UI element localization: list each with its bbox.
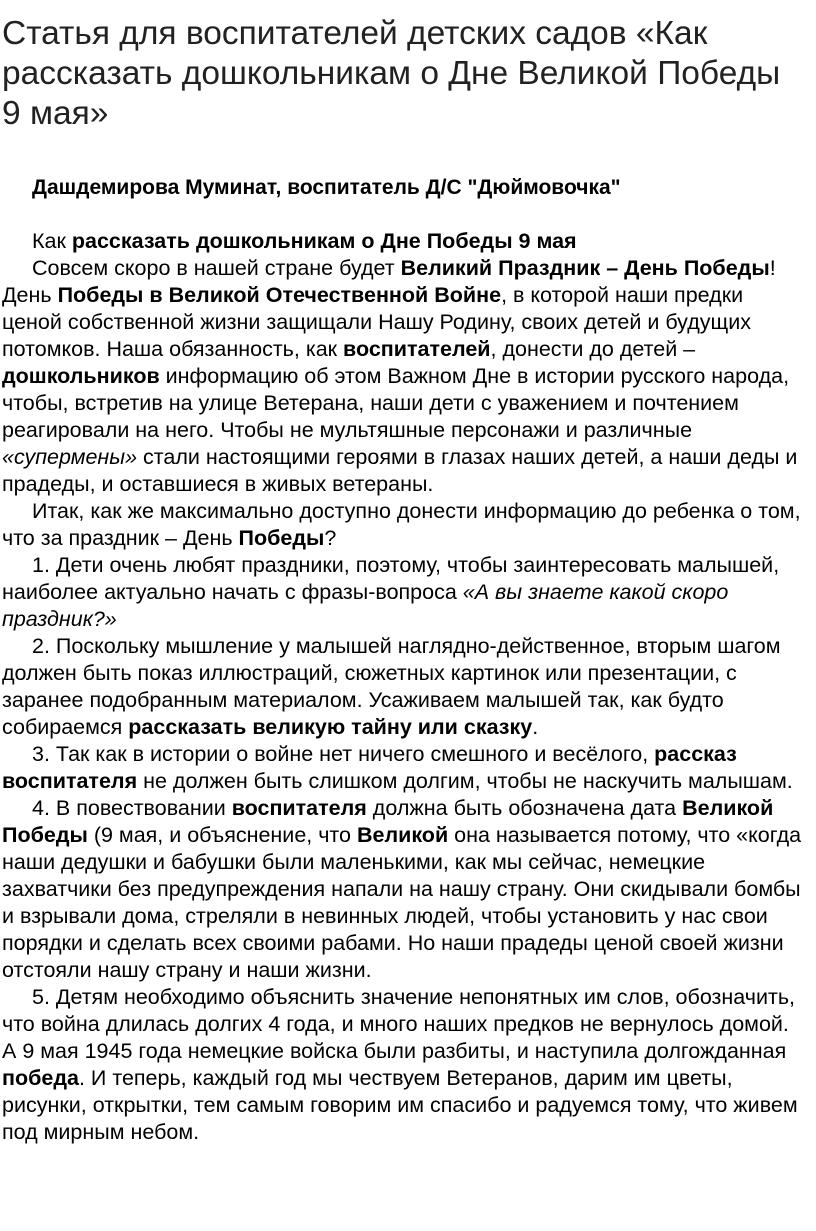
- article-body: [2, 228, 806, 1146]
- text-run: ! День: [2, 256, 776, 307]
- text-run: она называется потому, что «когда наши дедушки и бабушки были маленькими, как мы сейчас, немецкие захватчики без предупреждения напали на нашу страну. Они скидывали бомбы и взрывали дома, стреляли в невинных людей, чтобы установить у нас свои порядки и сделать всех своими рабами. Но наши прадеды ценой своей жизни отстояли нашу страну и наши жизни.: [2, 823, 802, 982]
- text-run: (9 мая, и объяснение, что: [87, 823, 357, 847]
- author-line: Дашдемирова Муминат, воспитатель Д/С "Дюймовочка": [32, 176, 621, 199]
- text-run: стали настоящими героями в глазах наших детей, а наши деды и прадеды, и оставшиеся в живых ветераны.: [2, 445, 798, 496]
- bold-run: Победы: [238, 526, 325, 550]
- bold-run: победа: [2, 1066, 79, 1090]
- text-run: .: [532, 715, 539, 739]
- text-run: , в которой наши предки ценой собственной жизни защищали Нашу Родину, своих детей и будущих потомков. Наша обязанность, как: [2, 283, 751, 361]
- text-run: ?: [324, 526, 337, 550]
- bold-run: Великой Победы: [2, 796, 774, 847]
- list-item-2: [2, 633, 806, 741]
- list-item-5: [2, 984, 806, 1146]
- text-run: 5. Детям необходимо объяснить значение непонятных им слов, обозначить, что война длилась долгих 4 года, и много наших предков не вернулось домой. А 9 мая 1945 года немецкие войска были разбиты, и наступила долгожданная: [2, 985, 795, 1063]
- subheading-bold: рассказать дошкольникам о Дне Победы 9 мая: [71, 229, 577, 253]
- text-run: 2. Поскольку мышление у малышей наглядно-действенное, вторым шагом должен быть показ иллюстраций, сюжетных картинок или презентации, с заранее подобранным материалом. Усаживаем малышей так, как будто собираемся: [2, 634, 781, 739]
- paragraph-intro: [2, 255, 806, 498]
- bold-run: воспитателя: [231, 796, 367, 820]
- bold-run: Великий Праздник – День Победы: [400, 256, 770, 280]
- text-run: , донести до детей –: [490, 337, 696, 361]
- list-item-1: [2, 552, 806, 633]
- bold-run: рассказ воспитателя: [2, 742, 737, 793]
- bold-run: Победы в Великой Отечественной Войне: [57, 283, 502, 307]
- text-run: . И теперь, каждый год мы чествуем Ветеранов, дарим им цветы, рисунки, открытки, тем самым говорим им спасибо и радуемся тому, что живем под мирным небом.: [2, 1066, 798, 1144]
- subheading: [2, 228, 806, 255]
- bold-run: дошкольников: [2, 364, 160, 388]
- text-run: 3. Так как в истории о войне нет ничего смешного и весёлого,: [32, 742, 655, 766]
- text-run: 1. Дети очень любят праздники, поэтому, чтобы заинтересовать малышей, наиболее актуально начать с фразы-вопроса: [2, 553, 780, 604]
- text-run: Итак, как же максимально доступно донести информацию до ребенка о том, что за праздник – День: [2, 499, 801, 550]
- text-run: не должен быть слишком долгим, чтобы не наскучить малышам.: [137, 769, 793, 793]
- italic-run: «супермены»: [2, 445, 138, 469]
- bold-run: воспитателей: [343, 337, 491, 361]
- subheading-prefix: Как: [32, 229, 72, 253]
- list-item-4: [2, 795, 806, 984]
- bold-run: рассказать великую тайну или сказку: [128, 715, 533, 739]
- text-run: должна быть обозначена дата: [366, 796, 683, 820]
- text-run: информацию об этом Важном Дне в истории русского народа, чтобы, встретив на улице Ветерана, наши дети с уважением и почтением реагировали на него. Чтобы не мультяшные персонажи и различные: [2, 364, 790, 442]
- italic-run: «А вы знаете какой скоро праздник?»: [2, 580, 729, 631]
- text-run: 4. В повествовании: [32, 796, 232, 820]
- bold-run: Великой: [356, 823, 449, 847]
- paragraph-question: [2, 498, 806, 552]
- document-title: Статья для воспитателей детских садов «Как рассказать дошкольникам о Дне Великой Победы 9 мая»: [2, 15, 781, 132]
- text-run: Совсем скоро в нашей стране будет: [32, 256, 401, 280]
- list-item-3: [2, 741, 806, 795]
